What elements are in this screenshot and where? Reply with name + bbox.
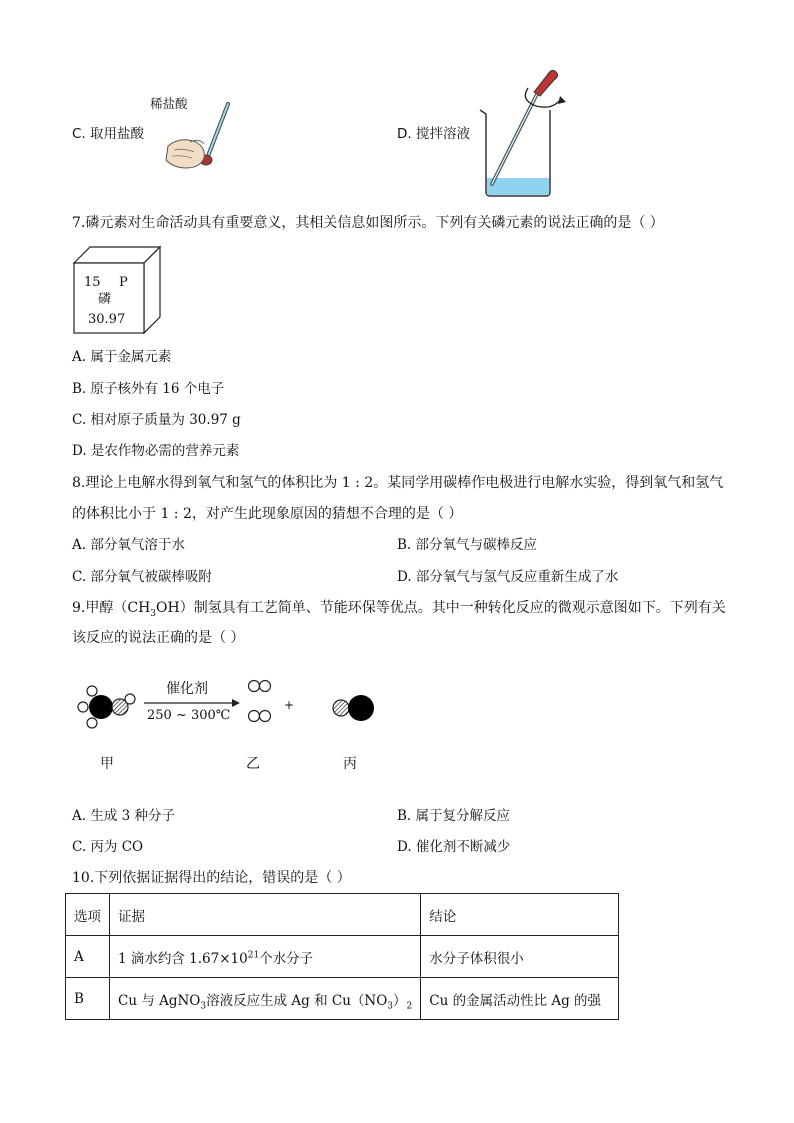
evidence-table <box>65 893 619 1020</box>
beaker-dropper-figure <box>476 66 576 198</box>
hydrogen-molecules-icon <box>246 678 276 724</box>
table-row <box>66 978 619 1020</box>
row-a-option: A <box>66 936 110 978</box>
row-b-evidence: Cu 与 AgNO$_3$溶液反应生成 Ag 和 $Cu(NO_3)_2$ <box>110 978 421 1020</box>
q6-c-figure-label: 稀盐酸 <box>150 96 188 111</box>
label-jia: 甲 <box>100 756 114 772</box>
q9-option-b: B. 属于复分解反应 <box>397 808 511 824</box>
label-bing: 丙 <box>343 756 357 772</box>
plus-sign: + <box>284 698 295 712</box>
q7-option-c: C. 相对原子质量为 30.97 g <box>72 412 241 428</box>
q9-option-a: A. 生成 3 种分子 <box>72 808 176 824</box>
row-a-evidence: 1 滴水约含 $1.67\times 10^{21}$个水分子 <box>110 936 421 978</box>
q8-option-b: B. 部分氧气与碳棒反应 <box>397 537 538 553</box>
q8-stem-line1: 8.理论上电解水得到氧气和氢气的体积比为 1 : 2。某同学用碳棒作电极进行电解水实验，得到氧气和氢气 <box>72 475 724 491</box>
q7-option-b: B. 原子核外有 16 个电子 <box>72 381 225 397</box>
temperature-label: 250 ~ 300℃ <box>147 708 231 723</box>
q8-option-d: D. 部分氧气与氢气反应重新生成了水 <box>397 569 619 585</box>
table-header-row <box>66 894 619 936</box>
q7-option-d: D. 是农作物必需的营养元素 <box>72 443 240 459</box>
element-atomic-number: 15 <box>84 275 101 290</box>
element-atomic-mass: 30.97 <box>88 312 126 327</box>
q8-option-a: A. 部分氧气溶于水 <box>72 537 185 553</box>
q6-option-d-label: D. 搅拌溶液 <box>397 126 470 142</box>
label-yi: 乙 <box>246 756 260 772</box>
q8-option-c: C. 部分氧气被碳棒吸附 <box>72 569 212 585</box>
header-conclusion: 结论 <box>421 894 619 936</box>
table-row <box>66 936 619 978</box>
q6-option-c-label: C. 取用盐酸 <box>72 126 145 142</box>
row-b-option: B <box>66 978 110 1020</box>
q9-stem-line1: 9.甲醇$(CH_3OH)$制氢具有工艺简单、节能环保等优点。其中一种转化反应的微观示意图如下。下列有关 <box>72 600 726 619</box>
header-evidence: 证据 <box>110 894 421 936</box>
q9-option-d: D. 催化剂不断减少 <box>397 839 511 855</box>
q7-option-a: A. 属于金属元素 <box>72 349 172 365</box>
element-name: 磷 <box>98 292 112 307</box>
q10-stem: 10.下列依据证据得出的结论，错误的是（ ） <box>72 870 351 886</box>
header-option: 选项 <box>66 894 110 936</box>
q8-stem-line2: 的体积比小于 1 : 2，对产生此现象原因的猜想不合理的是（ ） <box>72 506 463 522</box>
row-a-conclusion: 水分子体积很小 <box>421 936 619 978</box>
q9-stem-line2: 该反应的说法正确的是（ ） <box>72 630 245 646</box>
carbon-monoxide-molecule-icon <box>332 693 378 723</box>
catalyst-label: 催化剂 <box>166 681 208 697</box>
q7-stem: 7.磷元素对生命活动具有重要意义，其相关信息如图所示。下列有关磷元素的说法正确的是（ ） <box>72 215 664 231</box>
q9-option-c: C. 丙为 CO <box>72 839 144 855</box>
methanol-molecule-icon <box>76 684 136 730</box>
element-symbol: P <box>119 275 128 290</box>
row-b-conclusion: Cu 的金属活动性比 Ag 的强 <box>421 978 619 1020</box>
dropper-hand-figure <box>160 98 240 176</box>
